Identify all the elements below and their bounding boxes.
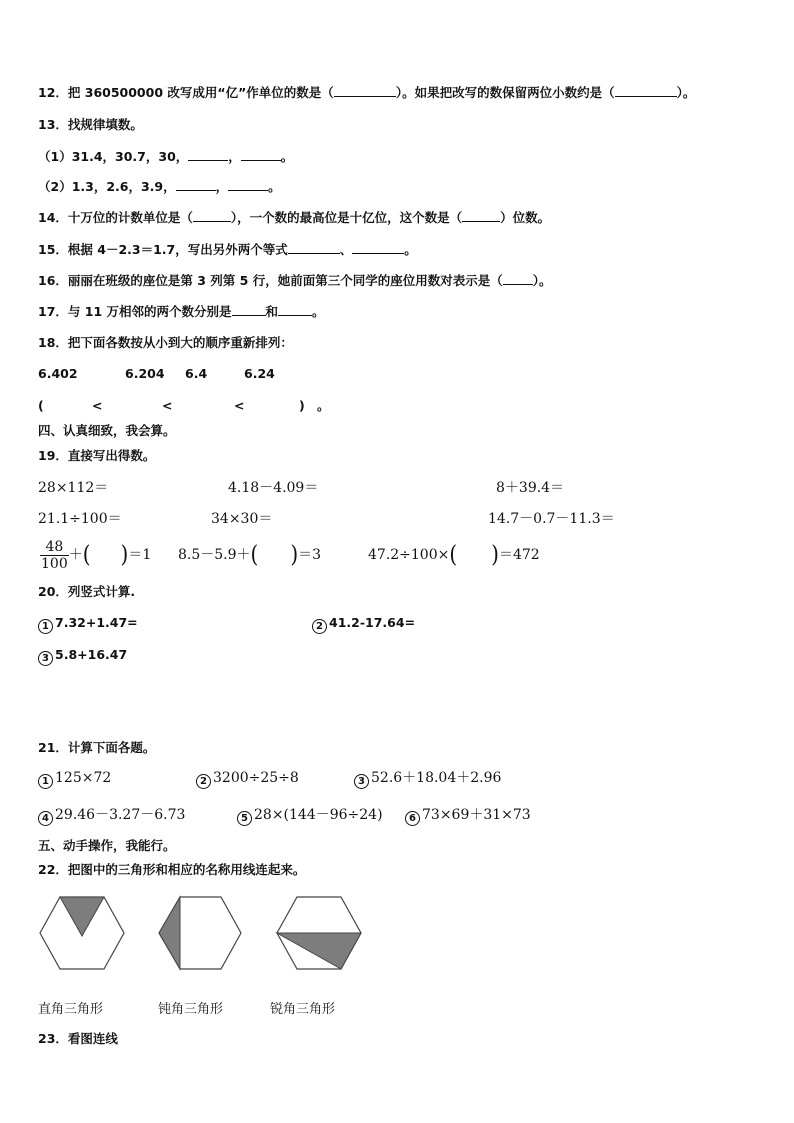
question-15: 15．根据 4－2.3＝1.7，写出另外两个等式 、 。 xyxy=(38,242,417,257)
question-13-part-2: （2）1.3，2.6，3.9， ， 。 xyxy=(38,179,281,194)
hexagon-figure-1[interactable] xyxy=(40,897,124,969)
calc-item: 1 125×72 xyxy=(38,769,111,789)
vertical-calc-item: 1 7.32+1.47= xyxy=(38,615,138,634)
calc-item: 8＋39.4＝ xyxy=(496,480,565,496)
vertical-calc-item: 3 5.8+16.47 xyxy=(38,647,127,666)
question-13-part-1: （1）31.4，30.7，30， ， 。 xyxy=(38,149,294,164)
hexagon-figure-2[interactable] xyxy=(159,897,241,969)
calc-item: 6 73×69＋31×73 xyxy=(405,806,531,826)
calc-item: 5 28×(144－96÷24) xyxy=(237,806,383,826)
question-18-title: 18．把下面各数按从小到大的顺序重新排列： xyxy=(38,335,293,350)
question-21-title: 21．计算下面各题。 xyxy=(38,740,156,755)
order-close-paren: ) xyxy=(299,398,305,413)
shaded-triangle xyxy=(159,897,180,969)
less-than-sign: < xyxy=(92,398,103,413)
calc-item: 2 3200÷25÷8 xyxy=(196,769,299,789)
question-14: 14．十万位的计数单位是（ ），一个数的最高位是十亿位，这个数是（ ）位数。 xyxy=(38,210,551,225)
order-open-paren: ( xyxy=(38,398,44,413)
calc-item-fraction: $\frac{48}{100}$ ＋( )＝1 xyxy=(41,538,152,572)
calc-item: 21.1÷100＝ xyxy=(38,511,122,527)
label-right-triangle[interactable]: 直角三角形 xyxy=(38,1002,104,1017)
hexagon-figure-3[interactable] xyxy=(277,897,361,969)
section-5-heading: 五、动手操作，我能行。 xyxy=(38,838,176,853)
number-1: 6.402 xyxy=(38,366,78,381)
question-20-title: 20．列竖式计算. xyxy=(38,584,136,599)
question-17: 17．与 11 万相邻的两个数分别是 和 。 xyxy=(38,304,325,319)
question-16: 16．丽丽在班级的座位是第 3 列第 5 行，她前面第三个同学的座位用数对表示是（ ）。 xyxy=(38,273,552,288)
fraction: $\frac{48}{100}$ xyxy=(41,538,68,572)
label-obtuse-triangle[interactable]: 钝角三角形 xyxy=(158,1002,224,1017)
calc-item-blank: 8.5－5.9＋( )＝3 xyxy=(178,540,322,568)
question-13-title: 13．找规律填数。 xyxy=(38,117,143,132)
question-23-title: 23．看图连线 xyxy=(38,1031,118,1046)
calc-item: 3 52.6＋18.04＋2.96 xyxy=(354,769,501,789)
calc-item: 28×112＝ xyxy=(38,480,109,496)
shaded-triangle xyxy=(60,897,104,936)
section-4-heading: 四、认真细致，我会算。 xyxy=(38,423,176,438)
shaded-triangle xyxy=(277,933,361,969)
order-end: 。 xyxy=(317,398,330,413)
calc-item: 34×30＝ xyxy=(211,511,273,527)
number-4: 6.24 xyxy=(244,366,275,381)
vertical-calc-item: 2 41.2-17.64= xyxy=(312,615,415,634)
less-than-sign: < xyxy=(162,398,173,413)
label-acute-triangle[interactable]: 锐角三角形 xyxy=(270,1002,336,1017)
question-22-title: 22．把图中的三角形和相应的名称用线连起来。 xyxy=(38,862,306,877)
number-3: 6.4 xyxy=(185,366,208,381)
calc-item-blank: 47.2÷100×( )＝472 xyxy=(368,540,540,568)
number-2: 6.204 xyxy=(125,366,165,381)
calc-item: 4.18－4.09＝ xyxy=(228,480,319,496)
question-12: 12．把 360500000 改写成用“亿”作单位的数是（ ）。如果把改写的数保留两位小数约是（ ）。 xyxy=(38,85,696,100)
calc-item: 4 29.46－3.27－6.73 xyxy=(38,806,185,826)
less-than-sign: < xyxy=(234,398,245,413)
calc-item: 14.7－0.7－11.3＝ xyxy=(488,511,615,527)
question-19-title: 19．直接写出得数。 xyxy=(38,448,156,463)
